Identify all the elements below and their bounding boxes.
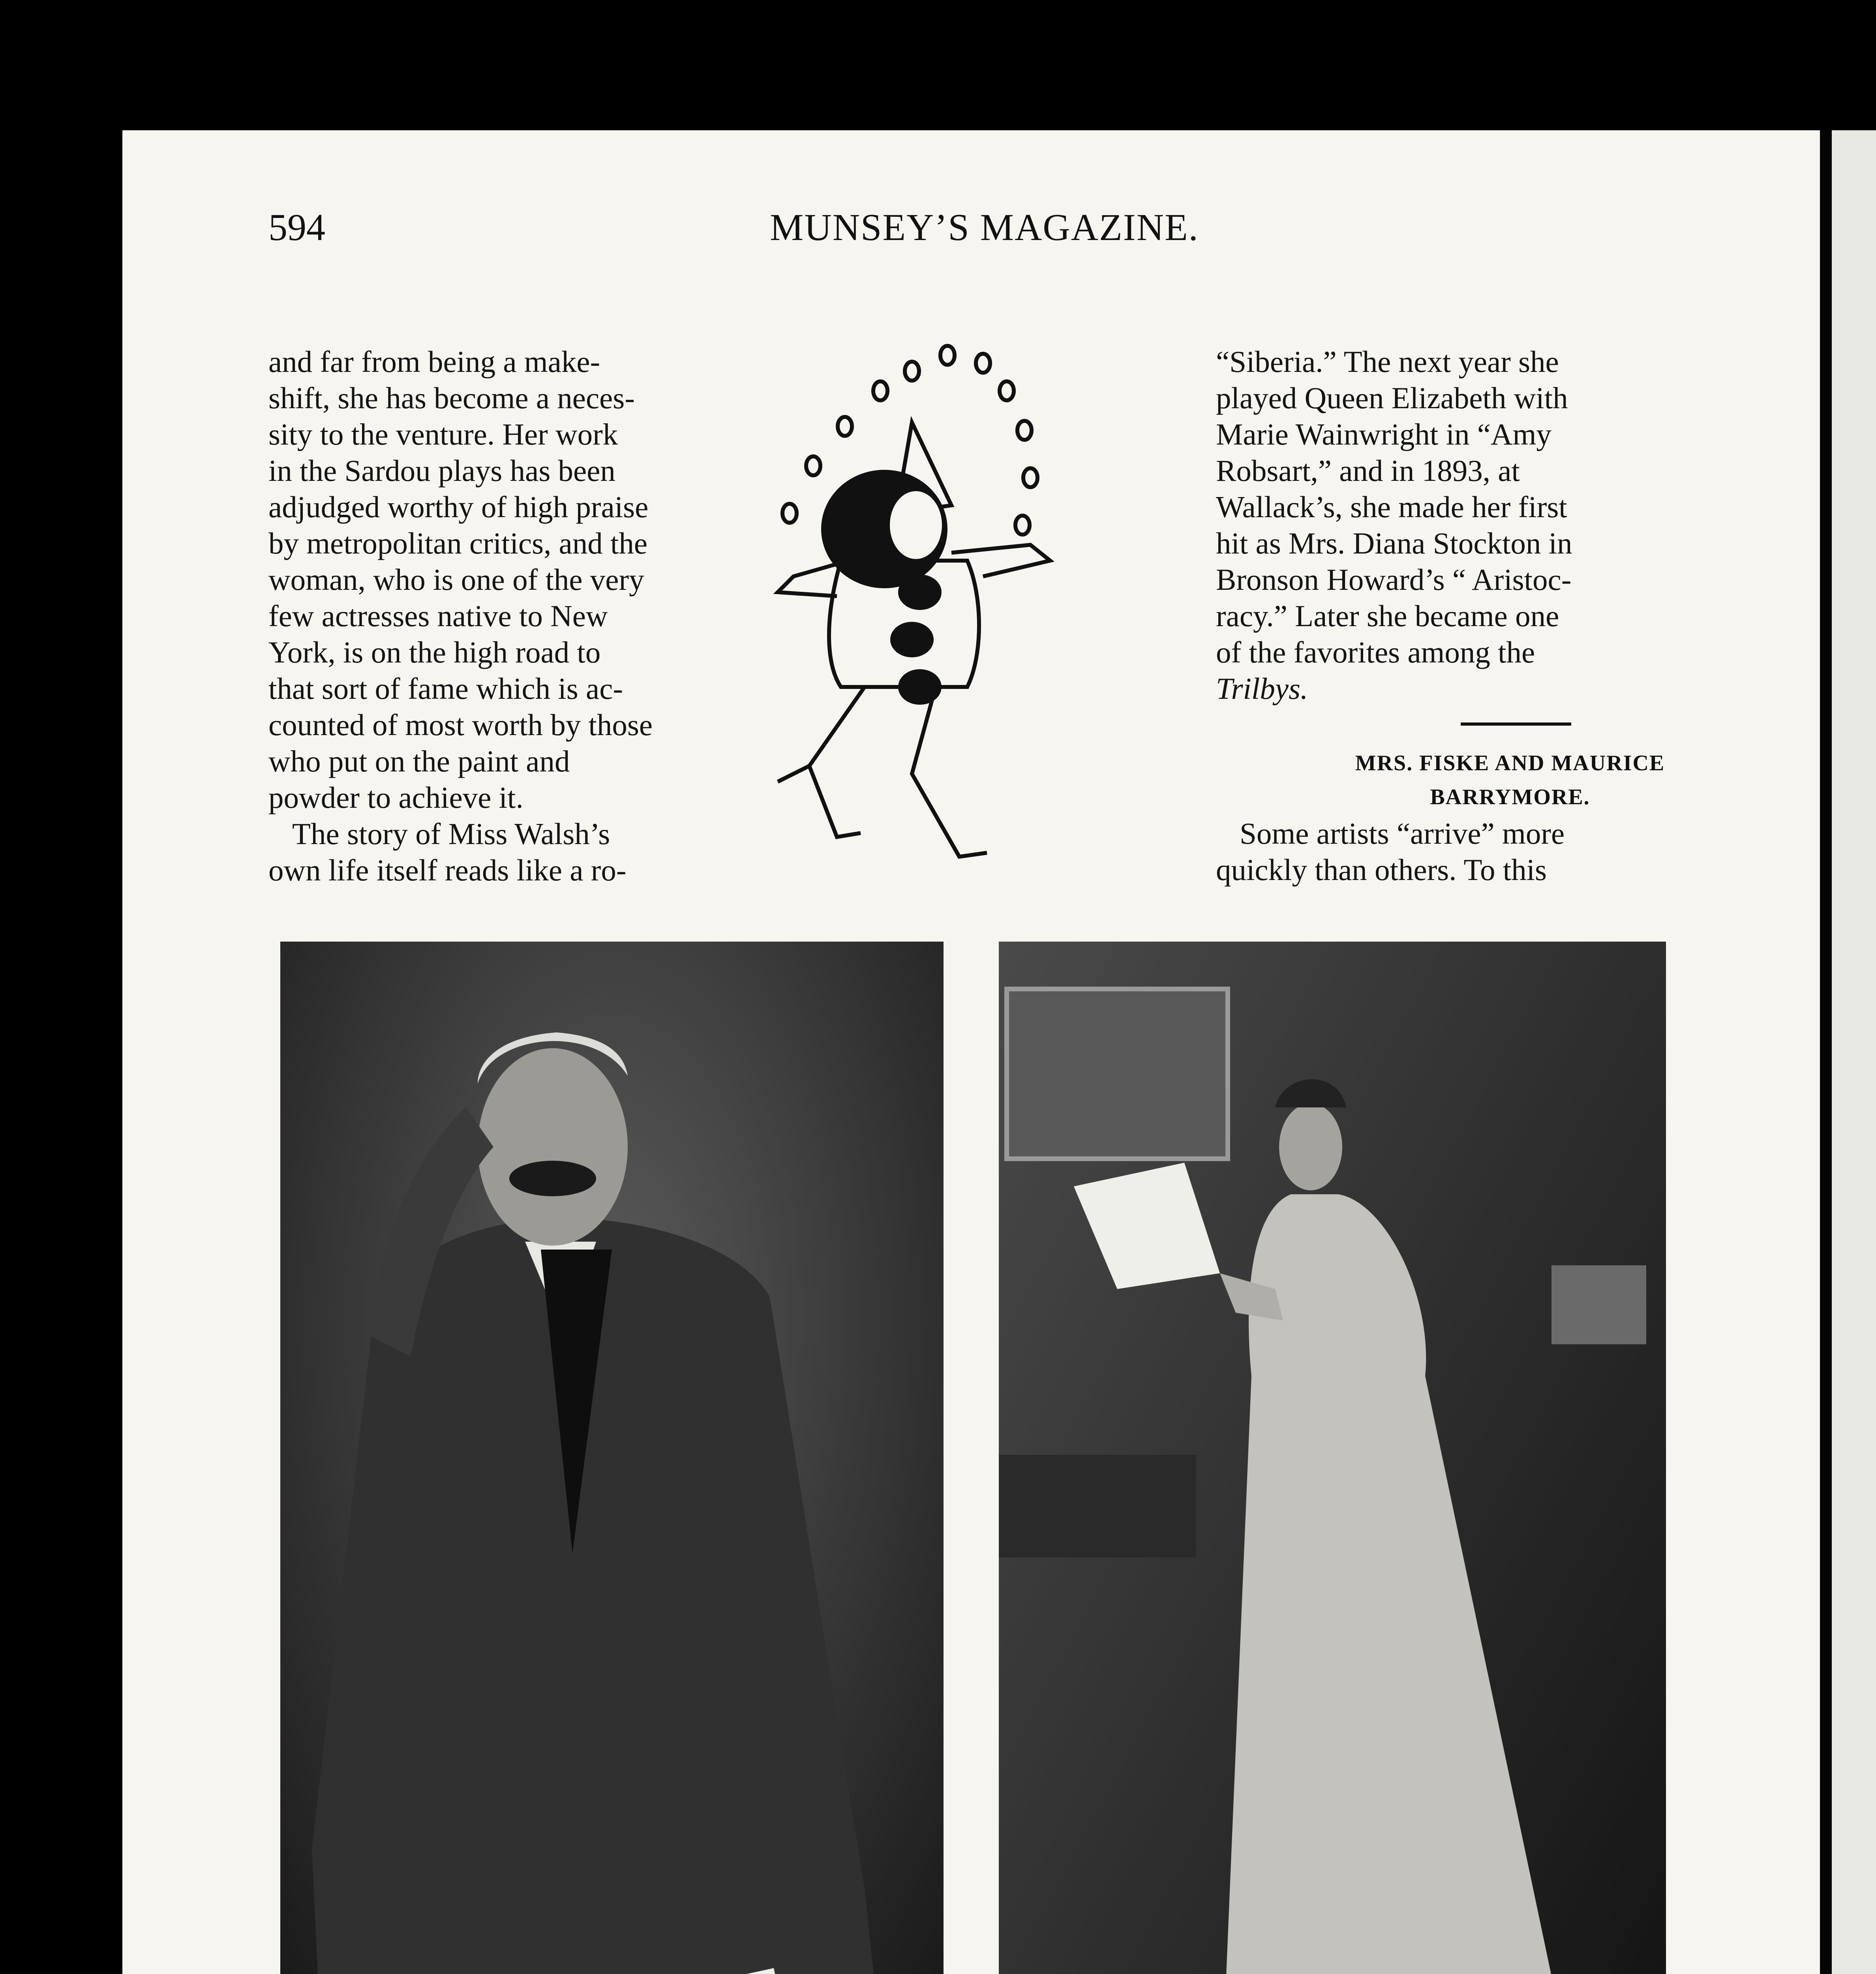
subhead-line: MRS. FISKE AND MAURICE bbox=[1355, 751, 1665, 775]
text-column-right-top-after bbox=[1216, 815, 1682, 888]
text-line: “Siberia.” The next year she bbox=[1216, 345, 1559, 379]
text-line: hit as Mrs. Diana Stockton in bbox=[1216, 526, 1572, 560]
text-line: Some artists “arrive” more bbox=[1240, 816, 1565, 850]
text-line: Marie Wainwright in “Amy bbox=[1216, 417, 1551, 451]
text-line: York, is on the high road to bbox=[268, 635, 601, 669]
text-line: quickly than others. To this bbox=[1216, 853, 1547, 887]
text-line: Robsart,” and in 1893, at bbox=[1216, 454, 1520, 488]
text-line: sity to the venture. Her work bbox=[268, 417, 618, 451]
text-column-right-top bbox=[1216, 343, 1682, 707]
page-gutter bbox=[1820, 130, 1832, 1974]
magazine-title: MUNSEY’S MAGAZINE. bbox=[770, 206, 1199, 248]
text-line: by metropolitan critics, and the bbox=[268, 526, 648, 560]
text-line: that sort of fame which is ac- bbox=[268, 672, 623, 706]
pierrot-illustration bbox=[746, 340, 1200, 865]
section-subhead bbox=[1204, 746, 1816, 814]
text-line: few actresses native to New bbox=[268, 599, 608, 633]
adjacent-page-edge bbox=[1832, 130, 1876, 1974]
photo-mr-kendal bbox=[280, 942, 944, 1974]
text-line: Bronson Howard’s “ Aristoc- bbox=[1216, 563, 1572, 597]
text-line: racy.” Later she became one bbox=[1216, 599, 1559, 633]
text-line: woman, who is one of the very bbox=[268, 563, 644, 597]
text-line: adjudged worthy of high praise bbox=[268, 490, 649, 524]
text-line: who put on the paint and bbox=[268, 744, 570, 778]
text-line: The story of Miss Walsh’s bbox=[292, 817, 610, 851]
text-line: own life itself reads like a ro- bbox=[268, 853, 627, 887]
magazine-page bbox=[122, 130, 1820, 1974]
text-line: powder to achieve it. bbox=[268, 781, 523, 814]
section-divider bbox=[1461, 722, 1571, 726]
text-line: counted of most worth by those bbox=[268, 708, 653, 742]
text-line: and far from being a make- bbox=[268, 345, 600, 379]
text-line: of the favorites among the bbox=[1216, 635, 1535, 669]
text-line: in the Sardou plays has been bbox=[268, 454, 615, 488]
page-number: 594 bbox=[268, 206, 325, 248]
subhead-line: BARRYMORE. bbox=[1430, 785, 1590, 809]
text-line: played Queen Elizabeth with bbox=[1216, 381, 1568, 415]
photo-mrs-kendal bbox=[999, 942, 1666, 1974]
text-line: Trilbys. bbox=[1216, 672, 1308, 706]
text-column-left-top bbox=[268, 343, 730, 888]
text-line: Wallack’s, she made her first bbox=[1216, 490, 1567, 524]
text-line: shift, she has become a neces- bbox=[268, 381, 635, 415]
